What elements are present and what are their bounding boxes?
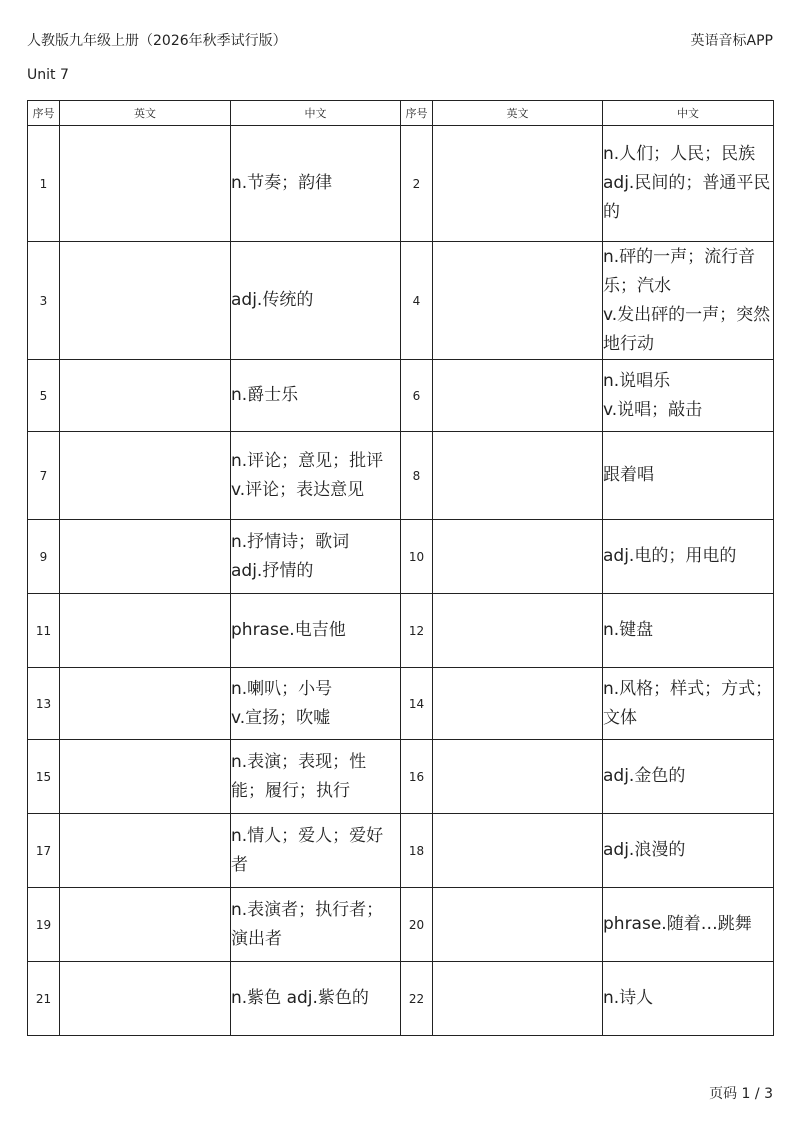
entry-number: 14 (401, 668, 433, 740)
chinese-meaning: n.爵士乐 (231, 360, 401, 432)
chinese-meaning: n.风格；样式；方式；文体 (603, 668, 774, 740)
entry-number: 22 (401, 962, 433, 1036)
table-row (28, 668, 774, 740)
table-row (28, 126, 774, 242)
chinese-meaning: n.键盘 (603, 594, 774, 668)
column-header-chinese: 中文 (603, 101, 774, 126)
english-cell (60, 360, 231, 432)
table-row (28, 432, 774, 520)
table-header-row (28, 101, 774, 126)
entry-number: 12 (401, 594, 433, 668)
chinese-meaning: n.砰的一声；流行音乐；汽水 v.发出砰的一声；突然地行动 (603, 242, 774, 360)
table-body (28, 126, 774, 1036)
chinese-meaning: adj.传统的 (231, 242, 401, 360)
chinese-meaning: n.表演；表现；性能；履行；执行 (231, 740, 401, 814)
chinese-meaning: adj.浪漫的 (603, 814, 774, 888)
entry-number: 3 (28, 242, 60, 360)
english-cell (433, 360, 603, 432)
entry-number: 2 (401, 126, 433, 242)
english-cell (433, 668, 603, 740)
english-cell (433, 126, 603, 242)
english-cell (433, 594, 603, 668)
entry-number: 7 (28, 432, 60, 520)
english-cell (60, 814, 231, 888)
chinese-meaning: n.诗人 (603, 962, 774, 1036)
chinese-meaning: n.紫色 adj.紫色的 (231, 962, 401, 1036)
unit-label: Unit 7 (27, 67, 69, 83)
english-cell (433, 520, 603, 594)
page-number: 页码 1 / 3 (709, 1086, 773, 1102)
chinese-meaning: n.说唱乐 v.说唱；敲击 (603, 360, 774, 432)
vocabulary-table (27, 100, 774, 1036)
entry-number: 18 (401, 814, 433, 888)
column-header-english: 英文 (433, 101, 603, 126)
entry-number: 10 (401, 520, 433, 594)
english-cell (433, 962, 603, 1036)
english-cell (433, 242, 603, 360)
english-cell (433, 740, 603, 814)
table-row (28, 520, 774, 594)
chinese-meaning: n.抒情诗；歌词 adj.抒情的 (231, 520, 401, 594)
entry-number: 15 (28, 740, 60, 814)
chinese-meaning: n.人们；人民；民族 adj.民间的；普通平民的 (603, 126, 774, 242)
entry-number: 6 (401, 360, 433, 432)
chinese-meaning: n.节奏；韵律 (231, 126, 401, 242)
entry-number: 16 (401, 740, 433, 814)
table-row (28, 594, 774, 668)
english-cell (60, 432, 231, 520)
english-cell (60, 888, 231, 962)
entry-number: 11 (28, 594, 60, 668)
entry-number: 17 (28, 814, 60, 888)
column-header-number: 序号 (28, 101, 60, 126)
table-row (28, 740, 774, 814)
table-row (28, 888, 774, 962)
app-name: 英语音标APP (690, 33, 773, 49)
english-cell (60, 962, 231, 1036)
english-cell (433, 432, 603, 520)
chinese-meaning: adj.电的；用电的 (603, 520, 774, 594)
english-cell (60, 520, 231, 594)
entry-number: 4 (401, 242, 433, 360)
chinese-meaning: phrase.电吉他 (231, 594, 401, 668)
entry-number: 13 (28, 668, 60, 740)
english-cell (60, 242, 231, 360)
document-title: 人教版九年级上册（2026年秋季试行版） (27, 33, 287, 49)
english-cell (433, 814, 603, 888)
table-row (28, 360, 774, 432)
column-header-english: 英文 (60, 101, 231, 126)
entry-number: 21 (28, 962, 60, 1036)
entry-number: 1 (28, 126, 60, 242)
column-header-chinese: 中文 (231, 101, 401, 126)
english-cell (433, 888, 603, 962)
entry-number: 20 (401, 888, 433, 962)
chinese-meaning: adj.金色的 (603, 740, 774, 814)
table-row (28, 962, 774, 1036)
chinese-meaning: n.评论；意见；批评 v.评论；表达意见 (231, 432, 401, 520)
chinese-meaning: 跟着唱 (603, 432, 774, 520)
english-cell (60, 594, 231, 668)
chinese-meaning: phrase.随着…跳舞 (603, 888, 774, 962)
english-cell (60, 740, 231, 814)
table-row (28, 814, 774, 888)
column-header-number: 序号 (401, 101, 433, 126)
entry-number: 19 (28, 888, 60, 962)
chinese-meaning: n.情人；爱人；爱好者 (231, 814, 401, 888)
entry-number: 5 (28, 360, 60, 432)
chinese-meaning: n.喇叭；小号 v.宣扬；吹嘘 (231, 668, 401, 740)
entry-number: 8 (401, 432, 433, 520)
entry-number: 9 (28, 520, 60, 594)
english-cell (60, 126, 231, 242)
table-row (28, 242, 774, 360)
chinese-meaning: n.表演者；执行者；演出者 (231, 888, 401, 962)
english-cell (60, 668, 231, 740)
